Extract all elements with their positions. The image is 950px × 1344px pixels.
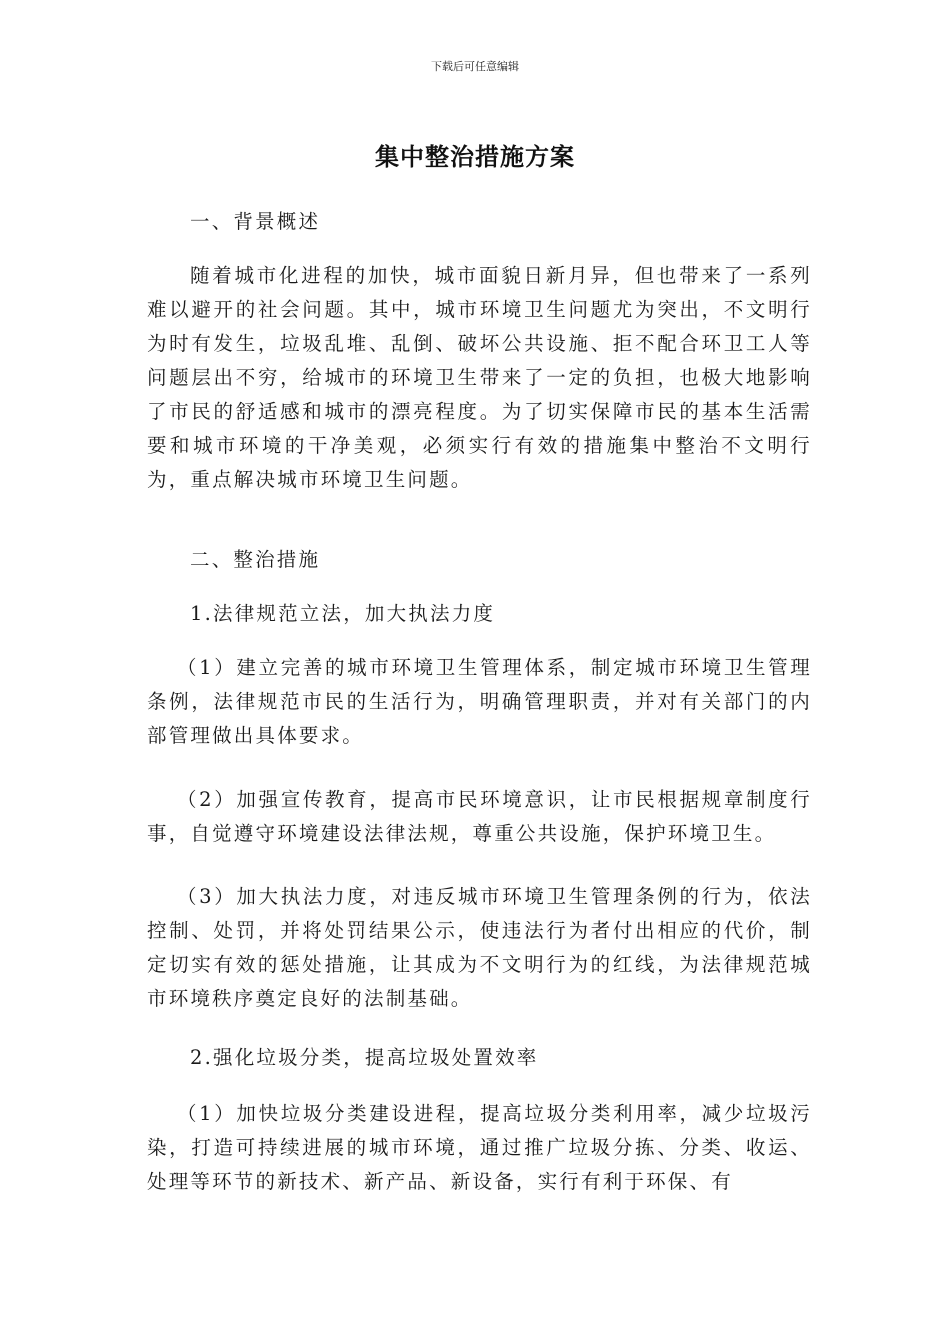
header-note: 下载后可任意编辑 xyxy=(431,60,519,73)
list-item: （3）加大执法力度，对违反城市环境卫生管理条例的行为，依法控制、处罚，并将处罚结果公示，使违法行为者付出相应的代价，制定切实有效的惩处措施，让其成为不文明行为的红线，为法律规范城市环境秩序奠定良好的法制基础。 xyxy=(147,885,812,1010)
background-paragraph: 随着城市化进程的加快，城市面貌日新月异，但也带来了一系列难以避开的社会问题。其中，城市环境卫生问题尤为突出，不文明行为时有发生，垃圾乱堆、乱倒、破坏公共设施、拒不配合环卫工人等问题层出不穷，给城市的环境卫生带来了一定的负担，也极大地影响了市民的舒适感和城市的漂亮程度。为了切实保障市民的基本生活需要和城市环境的干净美观，必须实行有效的措施集中整治不文明行为，重点解决城市环境卫生问题。 xyxy=(147,264,812,491)
section-heading-background: 一、背景概述 xyxy=(190,210,321,233)
list-item: （1）加快垃圾分类建设进程，提高垃圾分类利用率，减少垃圾污染，打造可持续进展的城市环境，通过推广垃圾分拣、分类、收运、处理等环节的新技术、新产品、新设备，实行有利于环保、有 xyxy=(147,1102,812,1193)
document-title: 集中整治措施方案 xyxy=(375,143,575,171)
list-item: （2）加强宣传教育，提高市民环境意识，让市民根据规章制度行事，自觉遵守环境建设法律法规，尊重公共设施，保护环境卫生。 xyxy=(147,788,812,845)
section-heading-measures: 二、整治措施 xyxy=(190,548,321,571)
subheading-waste-sorting: 2.强化垃圾分类，提高垃圾处置效率 xyxy=(190,1046,539,1069)
subheading-law-enforcement: 1.法律规范立法，加大执法力度 xyxy=(190,602,496,625)
list-item: （1）建立完善的城市环境卫生管理体系，制定城市环境卫生管理条例，法律规范市民的生活行为，明确管理职责，并对有关部门的内部管理做出具体要求。 xyxy=(147,656,812,747)
